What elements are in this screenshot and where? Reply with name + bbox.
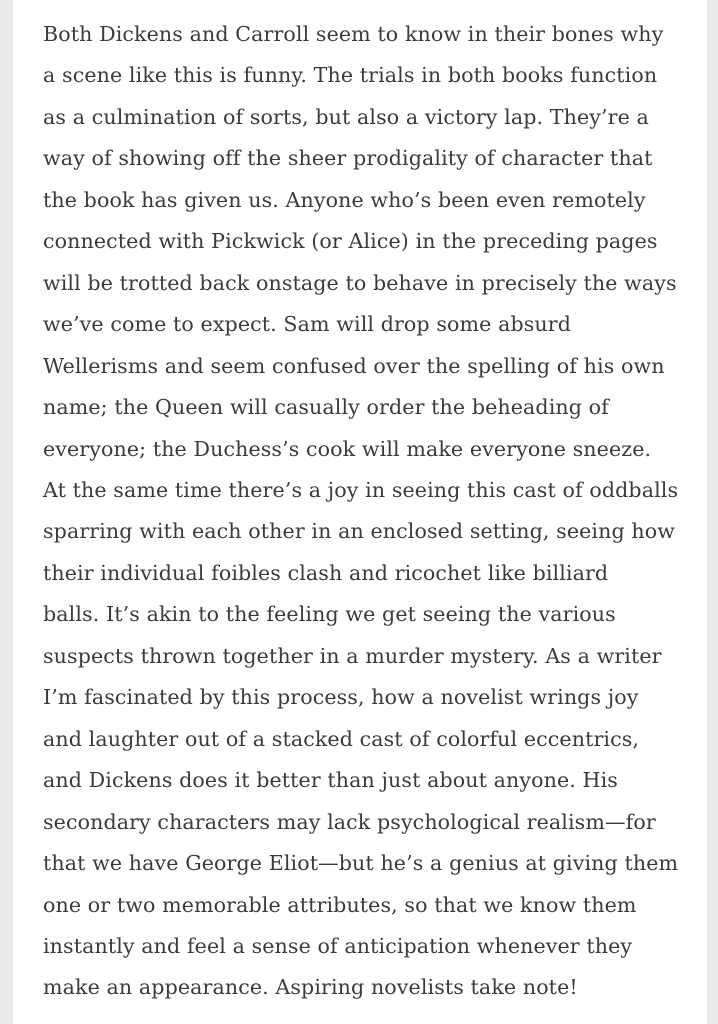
article-page [13,0,707,1024]
paragraph-line: Both Dickens and Carroll seem to know in their bones why [43,22,664,46]
paragraph-line: make an appearance. Aspiring novelists take note! [43,975,578,1000]
paragraph-line: name; the Queen will casually order the beheading of [43,395,609,420]
paragraph-line: I’m fascinated by this process, how a novelist wrings joy [43,685,639,710]
paragraph-line: we’ve come to expect. Sam will drop some absurd [43,312,572,337]
paragraph-line: that we have George Eliot—but he’s a genius at giving them [43,851,679,876]
paragraph-line: one or two memorable attributes, so that we know them [43,892,637,917]
paragraph-line: secondary characters may lack psychological realism—for [43,809,656,834]
paragraph-line: and laughter out of a stacked cast of colorful eccentrics, [43,726,640,751]
paragraph-line: way of showing off the sheer prodigality of character that [43,146,653,171]
paragraph-line: connected with Pickwick (or Alice) in the preceding pages [43,229,658,254]
paragraph-line: Wellerisms and seem confused over the spelling of his own [43,353,665,378]
paragraph-line: balls. It’s akin to the feeling we get seeing the various [43,602,616,627]
paragraph-line: will be trotted back onstage to behave in precisely the ways [43,270,677,295]
paragraph-line: the book has given us. Anyone who’s been even remotely [43,187,646,212]
paragraph-line: their individual foibles clash and ricochet like billiard [43,560,609,585]
paragraph-line: instantly and feel a sense of anticipation whenever they [43,933,633,958]
paragraph-line: sparring with each other in an enclosed setting, seeing how [43,519,675,544]
paragraph-line: a scene like this is funny. The trials in both books function [43,63,658,88]
paragraph-line: suspects thrown together in a murder mystery. As a writer [43,643,662,668]
paragraph-line: as a culmination of sorts, but also a victory lap. They’re a [43,104,649,129]
paragraph-line: At the same time there’s a joy in seeing this cast of oddballs [43,477,679,502]
paragraph-line: everyone; the Duchess’s cook will make everyone sneeze. [43,436,652,461]
paragraph-line: and Dickens does it better than just about anyone. His [43,768,618,793]
article-paragraph [43,14,693,1009]
